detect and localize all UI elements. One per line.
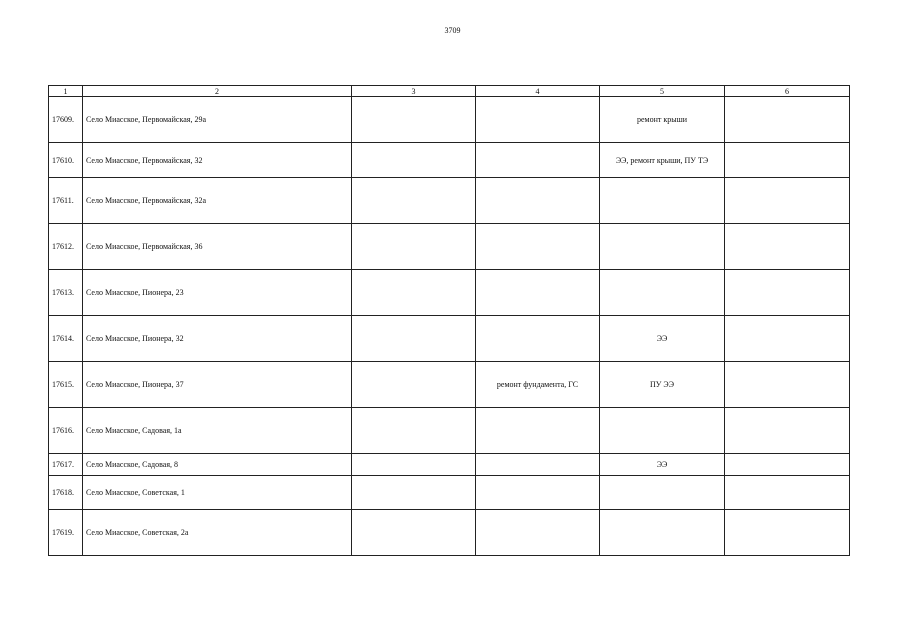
page-number: 3709 (444, 26, 461, 35)
row-number: 17619. (49, 510, 83, 556)
row-address: Село Миасское, Пионера, 23 (83, 270, 352, 316)
row-col6 (725, 224, 850, 270)
table-row (49, 362, 850, 408)
row-address: Село Миасское, Первомайская, 29а (83, 97, 352, 143)
row-number: 17612. (49, 224, 83, 270)
header-cell-3: 3 (352, 86, 476, 97)
row-col5: ЭЭ (600, 316, 725, 362)
row-col4 (476, 408, 600, 454)
row-col6 (725, 143, 850, 178)
row-number: 17616. (49, 408, 83, 454)
header-cell-5: 5 (600, 86, 725, 97)
row-col5: ремонт крыши (600, 97, 725, 143)
row-address: Село Миасское, Советская, 2а (83, 510, 352, 556)
row-col4 (476, 270, 600, 316)
row-col3 (352, 143, 476, 178)
row-col6 (725, 454, 850, 476)
table-row (49, 476, 850, 510)
row-number: 17617. (49, 454, 83, 476)
row-col4 (476, 224, 600, 270)
table-row (49, 408, 850, 454)
table-row (49, 270, 850, 316)
row-col6 (725, 408, 850, 454)
header-cell-2: 2 (83, 86, 352, 97)
row-col3 (352, 408, 476, 454)
row-col3 (352, 454, 476, 476)
table-row (49, 143, 850, 178)
row-col5 (600, 476, 725, 510)
row-number: 17614. (49, 316, 83, 362)
row-col6 (725, 270, 850, 316)
row-col5: ПУ ЭЭ (600, 362, 725, 408)
row-col5: ЭЭ (600, 454, 725, 476)
row-col3 (352, 476, 476, 510)
table-row (49, 316, 850, 362)
row-address: Село Миасское, Первомайская, 32 (83, 143, 352, 178)
table-row (49, 178, 850, 224)
row-address: Село Миасское, Пионера, 32 (83, 316, 352, 362)
row-col5 (600, 270, 725, 316)
table-row (49, 97, 850, 143)
row-col5 (600, 408, 725, 454)
row-col4 (476, 316, 600, 362)
row-col5 (600, 178, 725, 224)
row-col6 (725, 362, 850, 408)
row-address: Село Миасское, Первомайская, 32а (83, 178, 352, 224)
row-number: 17615. (49, 362, 83, 408)
row-address: Село Миасское, Садовая, 8 (83, 454, 352, 476)
row-number: 17611. (49, 178, 83, 224)
row-col4 (476, 97, 600, 143)
row-col3 (352, 224, 476, 270)
header-cell-4: 4 (476, 86, 600, 97)
row-col3 (352, 97, 476, 143)
row-col3 (352, 270, 476, 316)
table-header-row (49, 86, 850, 97)
row-number: 17609. (49, 97, 83, 143)
row-number: 17618. (49, 476, 83, 510)
row-col6 (725, 97, 850, 143)
row-col4 (476, 178, 600, 224)
row-address: Село Миасское, Садовая, 1а (83, 408, 352, 454)
row-col6 (725, 476, 850, 510)
row-col4 (476, 476, 600, 510)
row-col4 (476, 143, 600, 178)
row-number: 17610. (49, 143, 83, 178)
row-col4 (476, 454, 600, 476)
row-col3 (352, 510, 476, 556)
row-number: 17613. (49, 270, 83, 316)
row-col4: ремонт фундамента, ГС (476, 362, 600, 408)
row-col6 (725, 178, 850, 224)
row-col3 (352, 316, 476, 362)
row-col3 (352, 362, 476, 408)
row-col3 (352, 178, 476, 224)
table-row (49, 224, 850, 270)
row-col5: ЭЭ, ремонт крыши, ПУ ТЭ (600, 143, 725, 178)
row-col5 (600, 224, 725, 270)
table-row (49, 454, 850, 476)
row-address: Село Миасское, Первомайская, 36 (83, 224, 352, 270)
row-col4 (476, 510, 600, 556)
table-row (49, 510, 850, 556)
header-cell-6: 6 (725, 86, 850, 97)
register-table (48, 85, 850, 556)
row-address: Село Миасское, Пионера, 37 (83, 362, 352, 408)
row-address: Село Миасское, Советская, 1 (83, 476, 352, 510)
row-col6 (725, 510, 850, 556)
row-col5 (600, 510, 725, 556)
row-col6 (725, 316, 850, 362)
header-cell-1: 1 (49, 86, 83, 97)
